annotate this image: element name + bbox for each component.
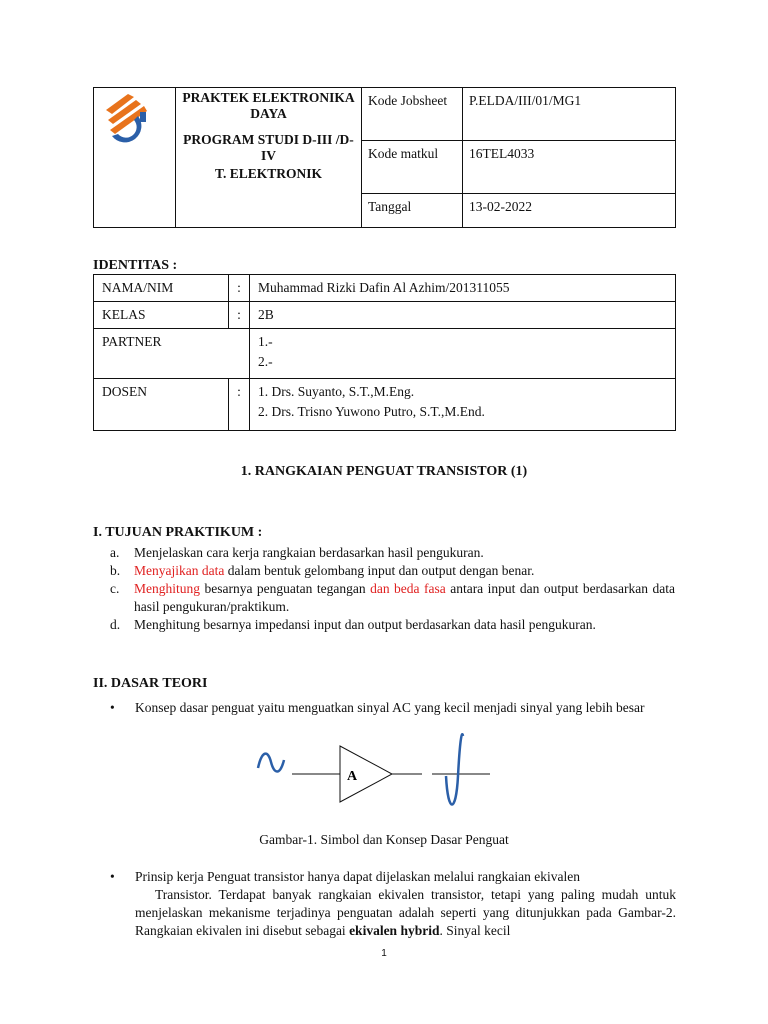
objective-highlight: Menyajikan data <box>134 563 225 578</box>
partner-label: PARTNER <box>94 329 250 379</box>
header-title-line2: PROGRAM STUDI D-III /D-IV <box>183 132 354 163</box>
teori-paragraph-1-text: Konsep dasar penguat yaitu menguatkan sinyal AC yang kecil menjadi sinyal yang lebih besar <box>135 700 645 715</box>
objective-item <box>110 562 675 580</box>
objective-highlight: dan beda fasa <box>370 581 446 596</box>
dosen-colon: : <box>229 379 250 431</box>
dasar-teori-heading: II. DASAR TEORI <box>93 676 208 691</box>
objective-text: dalam bentuk gelombang input dan output dengan benar. <box>224 563 535 578</box>
nama-label: NAMA/NIM <box>94 275 229 302</box>
section-title: 1. RANGKAIAN PENGUAT TRANSISTOR (1) <box>240 464 528 479</box>
objective-marker: a. <box>110 545 120 560</box>
amplifier-label: A <box>347 769 358 784</box>
teori-paragraph-2-bold: ekivalen hybrid <box>349 923 440 938</box>
teori-paragraph-2-text-a: Transistor. Terdapat banyak rangkaian ekivalen transistor, tetapi yang paling mudah untuk menjelaskan mekanisme terjadinya penguatan adalah seperti yang ditunjukkan pada Gambar-2. Rangkaian ekivalen ini disebut sebagai <box>135 887 676 938</box>
objective-text: besarnya penguatan tegangan <box>200 581 371 596</box>
kelas-colon: : <box>229 302 250 329</box>
objective-text: Menghitung besarnya impedansi input dan output berdasarkan data hasil pengukuran. <box>134 617 596 632</box>
partner-line-1: 1.- <box>258 334 273 349</box>
kelas-label: KELAS <box>94 302 229 329</box>
objective-marker: b. <box>110 563 121 578</box>
tanggal-value: 13-02-2022 <box>463 194 676 228</box>
nama-value: Muhammad Rizki Dafin Al Azhim/201311055 <box>250 275 676 302</box>
tujuan-heading: I. TUJUAN PRAKTIKUM : <box>93 525 263 540</box>
header-table <box>93 87 676 228</box>
teori-paragraph-2 <box>110 868 676 940</box>
page-number: 1 <box>381 948 387 959</box>
teori-paragraph-2-text-b: . Sinyal kecil <box>439 923 511 938</box>
partner-value <box>250 329 676 379</box>
input-sine-wave <box>258 754 284 772</box>
objective-item <box>110 580 675 616</box>
objective-item <box>110 616 675 634</box>
logo-cell <box>94 88 176 228</box>
kode-jobsheet-label: Kode Jobsheet <box>362 88 463 141</box>
objective-text: Menjelaskan cara kerja rangkaian berdasarkan hasil pengukuran. <box>134 545 484 560</box>
teori-paragraph-2-rest <box>110 886 676 940</box>
kode-matkul-value: 16TEL4033 <box>463 141 676 194</box>
amplifier-diagram <box>250 728 510 820</box>
objective-marker: d. <box>110 617 121 632</box>
figure-caption: Gambar-1. Simbol dan Konsep Dasar Penguat <box>259 832 509 847</box>
objectives-list <box>110 544 675 634</box>
objective-item <box>110 544 675 562</box>
identitas-title: IDENTITAS : <box>93 258 178 273</box>
bullet-2: • <box>110 869 115 884</box>
identitas-table <box>93 274 676 431</box>
teori-paragraph-1 <box>110 699 676 717</box>
objective-highlight: Menghitung <box>134 581 200 596</box>
dosen-line-2: 2. Drs. Trisno Yuwono Putro, S.T.,M.End. <box>258 404 485 419</box>
teori-paragraph-2-line1: Prinsip kerja Penguat transistor hanya dapat dijelaskan melalui rangkaian ekivalen <box>135 869 580 884</box>
dosen-label: DOSEN <box>94 379 229 431</box>
kode-jobsheet-value: P.ELDA/III/01/MG1 <box>463 88 676 141</box>
kode-matkul-label: Kode matkul <box>362 141 463 194</box>
output-sine-wave <box>446 734 463 804</box>
objective-text: antara input dan output berdasarkan data hasil pengukuran/praktikum. <box>134 581 675 614</box>
header-title-cell <box>176 88 362 228</box>
tanggal-label: Tanggal <box>362 194 463 228</box>
kelas-value: 2B <box>250 302 676 329</box>
bullet-1: • <box>110 700 115 715</box>
dosen-value <box>250 379 676 431</box>
header-title-line1: PRAKTEK ELEKTRONIKA DAYA <box>182 90 355 121</box>
nama-colon: : <box>229 275 250 302</box>
header-title-line3: T. ELEKTRONIK <box>214 166 323 181</box>
dosen-line-1: 1. Drs. Suyanto, S.T.,M.Eng. <box>258 384 415 399</box>
institution-logo <box>94 88 173 148</box>
objective-marker: c. <box>110 581 120 596</box>
partner-line-2: 2.- <box>258 354 273 369</box>
